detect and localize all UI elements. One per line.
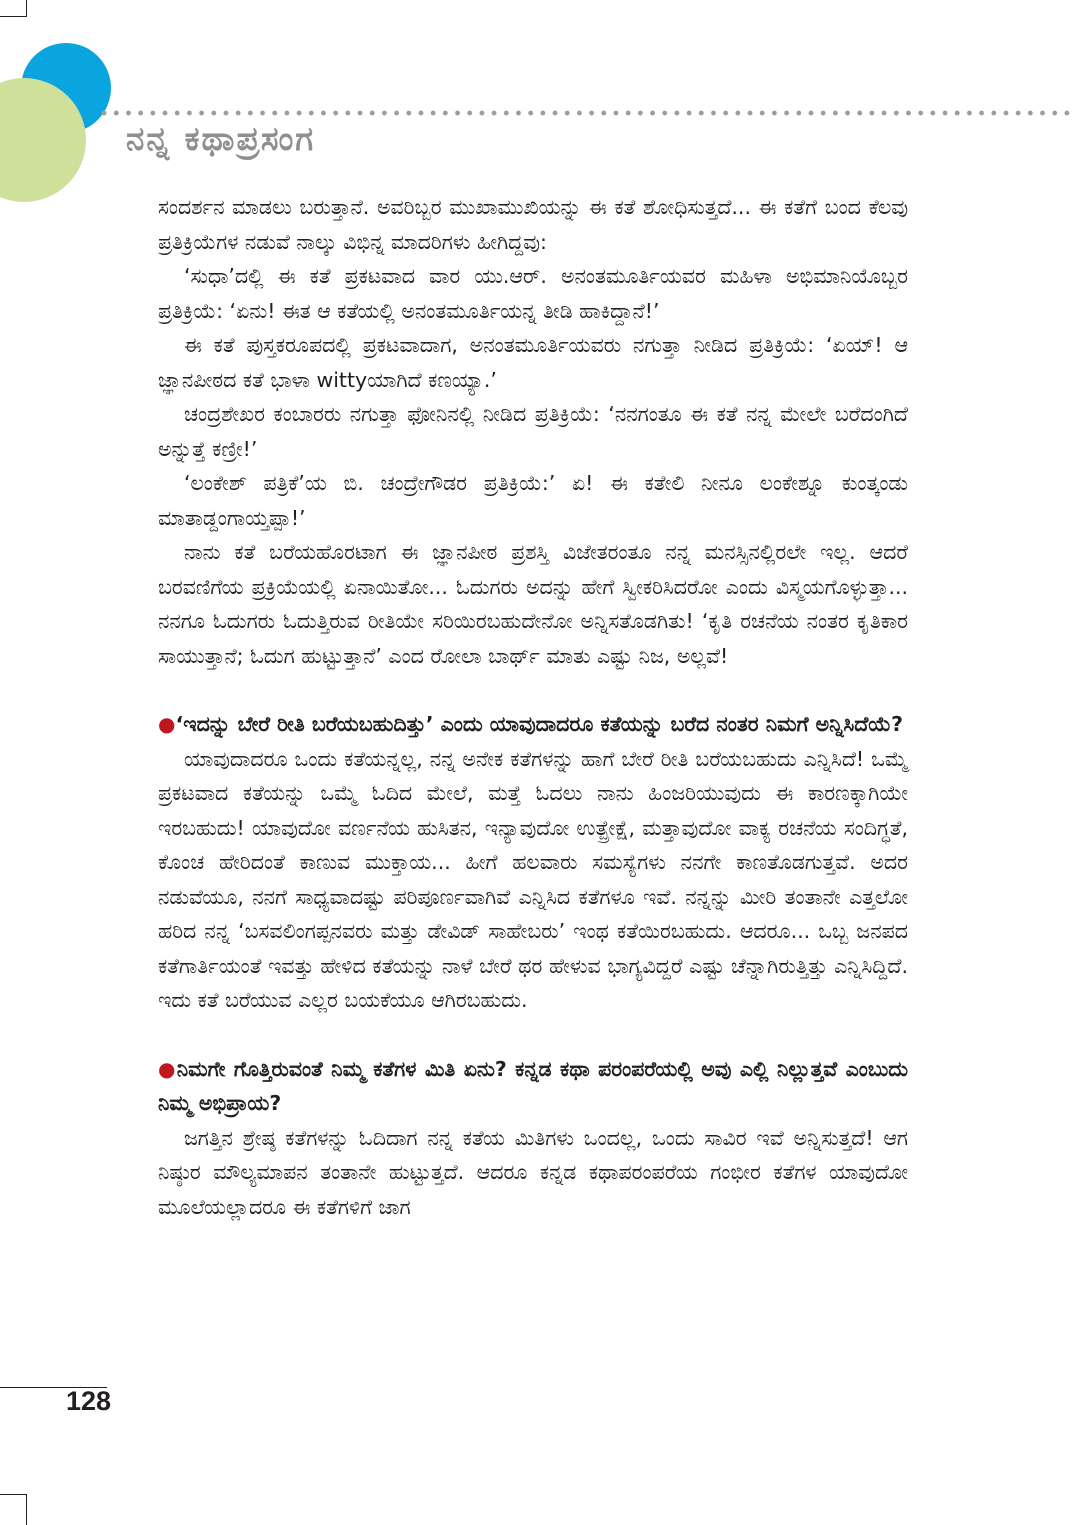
paragraph: ಈ ಕತೆ ಪುಸ್ತಕರೂಪದಲ್ಲಿ ಪ್ರಕಟವಾದಾಗ, ಅನಂತಮೂರ್ತಿಯವರು ನಗುತ್ತಾ ನೀಡಿದ ಪ್ರತಿಕ್ರಿಯೆ: ‘ಏಯ್! ಆ ಜ್ಞಾನಪೀಠದ ಕತೆ ಭಾಳಾ wittyಯಾಗಿದೆ ಕಣಯ್ಯಾ.’ bbox=[158, 333, 908, 392]
bullet-icon: ● bbox=[158, 1056, 177, 1081]
interview-question-1 bbox=[158, 707, 908, 742]
dotted-rule bbox=[98, 108, 1072, 118]
decorative-circles bbox=[0, 40, 120, 210]
crop-mark-bottom-horizontal bbox=[0, 1494, 27, 1495]
crop-mark-top-vertical bbox=[26, 0, 27, 16]
running-header: ನನ್ನ ಕಥಾಪ್ರಸಂಗ bbox=[126, 119, 316, 158]
crop-mark-bottom-vertical bbox=[26, 1494, 27, 1525]
body-text bbox=[158, 190, 908, 1224]
paragraph: ಚಂದ್ರಶೇಖರ ಕಂಬಾರರು ನಗುತ್ತಾ ಫೋನಿನಲ್ಲಿ ನೀಡಿದ ಪ್ರತಿಕ್ರಿಯೆ: ‘ನನಗಂತೂ ಈ ಕತೆ ನನ್ನ ಮೇಲೇ ಬರೆದಂಗಿದೆ ಅನ್ನುತ್ತೆ ಕಣ್ರೀ!’ bbox=[158, 402, 908, 461]
interview-question-2 bbox=[158, 1052, 908, 1121]
paragraph: ಸಂದರ್ಶನ ಮಾಡಲು ಬರುತ್ತಾನೆ. ಅವರಿಬ್ಬರ ಮುಖಾಮುಖಿಯನ್ನು ಈ ಕತೆ ಶೋಧಿಸುತ್ತದೆ... ಈ ಕತೆಗೆ ಬಂದ ಕೆಲವು ಪ್ರತಿಕ್ರಿಯೆಗಳ ನಡುವೆ ನಾಲ್ಕು ವಿಭಿನ್ನ ಮಾದರಿಗಳು ಹೀಗಿದ್ದವು: bbox=[158, 195, 908, 254]
paragraph: ‘ಲಂಕೇಶ್ ಪತ್ರಿಕೆ’ಯ ಬಿ. ಚಂದ್ರೇಗೌಡರ ಪ್ರತಿಕ್ರಿಯೆ:’ ಏ! ಈ ಕತೇಲಿ ನೀನೂ ಲಂಕೇಶ್ನೂ ಕುಂತ್ಕಂಡು ಮಾತಾಡ್ದಂಗಾಯ್ತಪ್ಪಾ!’ bbox=[158, 471, 908, 530]
page-number: 128 bbox=[66, 1386, 112, 1416]
answer-paragraph-2: ಜಗತ್ತಿನ ಶ್ರೇಷ್ಠ ಕತೆಗಳನ್ನು ಓದಿದಾಗ ನನ್ನ ಕತೆಯ ಮಿತಿಗಳು ಒಂದಲ್ಲ, ಒಂದು ಸಾವಿರ ಇವೆ ಅನ್ನಿಸುತ್ತದೆ! ಆಗ ನಿಷ್ಠುರ ಮೌಲ್ಯಮಾಪನ ತಂತಾನೇ ಹುಟ್ಟುತ್ತದೆ. ಆದರೂ ಕನ್ನಡ ಕಥಾಪರಂಪರೆಯ ಗಂಭೀರ ಕತೆಗಳ ಯಾವುದೋ ಮೂಲೆಯಲ್ಲಾದರೂ ಈ ಕತೆಗಳಿಗೆ ಜಾಗ bbox=[158, 1125, 908, 1219]
paragraph: ನಾನು ಕತೆ ಬರೆಯಹೊರಟಾಗ ಈ ಜ್ಞಾನಪೀಠ ಪ್ರಶಸ್ತಿ ವಿಜೇತರಂತೂ ನನ್ನ ಮನಸ್ಸಿನಲ್ಲಿರಲೇ ಇಲ್ಲ. ಆದರೆ ಬರವಣಿಗೆಯ ಪ್ರಕ್ರಿಯೆಯಲ್ಲಿ ಏನಾಯಿತೋ... ಓದುಗರು ಅದನ್ನು ಹೇಗೆ ಸ್ವೀಕರಿಸಿದರೋ ಎಂದು ವಿಸ್ಮಯಗೊಳ್ಳುತ್ತಾ... ನನಗೂ ಓದುಗರು ಓದುತ್ತಿರುವ ರೀತಿಯೇ ಸರಿಯಿರಬಹುದೇನೋ ಅನ್ನಿಸತೊಡಗಿತು! ‘ಕೃತಿ ರಚನೆಯ ನಂತರ ಕೃತಿಕಾರ ಸಾಯುತ್ತಾನೆ; ಓದುಗ ಹುಟ್ಟುತ್ತಾನೆ’ ಎಂದ ರೋಲಾ ಬಾರ್ಥ್ ಮಾತು ಎಷ್ಟು ನಿಜ, ಅಲ್ಲವೆ! bbox=[158, 540, 908, 668]
crop-mark-top-horizontal bbox=[0, 16, 27, 17]
question-text: ನಿಮಗೇ ಗೊತ್ತಿರುವಂತೆ ನಿಮ್ಮ ಕತೆಗಳ ಮಿತಿ ಏನು? ಕನ್ನಡ ಕಥಾ ಪರಂಪರೆಯಲ್ಲಿ ಅವು ಎಲ್ಲಿ ನಿಲ್ಲುತ್ತವೆ ಎಂಬುದು ನಿಮ್ಮ ಅಭಿಪ್ರಾಯ? bbox=[158, 1056, 908, 1115]
question-text: ‘ಇದನ್ನು ಬೇರೆ ರೀತಿ ಬರೆಯಬಹುದಿತ್ತು’ ಎಂದು ಯಾವುದಾದರೂ ಕತೆಯನ್ನು ಬರೆದ ನಂತರ ನಿಮಗೆ ಅನ್ನಿಸಿದೆಯೆ? bbox=[175, 712, 903, 736]
bullet-icon: ● bbox=[158, 712, 176, 736]
paragraph: ‘ಸುಧಾ’ದಲ್ಲಿ ಈ ಕತೆ ಪ್ರಕಟವಾದ ವಾರ ಯು.ಆರ್. ಅನಂತಮೂರ್ತಿಯವರ ಮಹಿಳಾ ಅಭಿಮಾನಿಯೊಬ್ಬರ ಪ್ರತಿಕ್ರಿಯೆ: ‘ಏನು! ಈತ ಆ ಕತೆಯಲ್ಲಿ ಅನಂತಮೂರ್ತಿಯನ್ನ ತೀಡಿ ಹಾಕಿದ್ದಾನೆ!’ bbox=[158, 264, 908, 323]
answer-paragraph-1: ಯಾವುದಾದರೂ ಒಂದು ಕತೆಯನ್ನಲ್ಲ, ನನ್ನ ಅನೇಕ ಕತೆಗಳನ್ನು ಹಾಗೆ ಬೇರೆ ರೀತಿ ಬರೆಯಬಹುದು ಎನ್ನಿಸಿದೆ! ಒಮ್ಮೆ ಪ್ರಕಟವಾದ ಕತೆಯನ್ನು ಒಮ್ಮೆ ಓದಿದ ಮೇಲೆ, ಮತ್ತೆ ಓದಲು ನಾನು ಹಿಂಜರಿಯುವುದು ಈ ಕಾರಣಕ್ಕಾಗಿಯೇ ಇರಬಹುದು! ಯಾವುದೋ ವರ್ಣನೆಯ ಹುಸಿತನ, ಇನ್ಯಾವುದೋ ಉತ್ಪ್ರೇಕ್ಷೆ, ಮತ್ತಾವುದೋ ವಾಕ್ಯ ರಚನೆಯ ಸಂದಿಗ್ಧತೆ, ಕೊಂಚ ಹೇರಿದಂತೆ ಕಾಣುವ ಮುಕ್ತಾಯ... ಹೀಗೆ ಹಲವಾರು ಸಮಸ್ಯೆಗಳು ನನಗೇ ಕಾಣತೊಡಗುತ್ತವೆ. ಅದರ ನಡುವೆಯೂ, ನನಗೆ ಸಾಧ್ಯವಾದಷ್ಟು ಪರಿಪೂರ್ಣವಾಗಿವೆ ಎನ್ನಿಸಿದ ಕತೆಗಳೂ ಇವೆ. ನನ್ನನ್ನು ಮೀರಿ ತಂತಾನೇ ಎತ್ತಲೋ ಹರಿದ ನನ್ನ ‘ಬಸವಲಿಂಗಪ್ಪನವರು ಮತ್ತು ಡೇವಿಡ್ ಸಾಹೇಬರು’ ಇಂಥ ಕತೆಯಿರಬಹುದು. ಆದರೂ... ಒಬ್ಬ ಜನಪದ ಕತೆಗಾರ್ತಿಯಂತೆ ಇವತ್ತು ಹೇಳಿದ ಕತೆಯನ್ನು ನಾಳೆ ಬೇರೆ ಥರ ಹೇಳುವ ಭಾಗ್ಯವಿದ್ದರೆ ಎಷ್ಟು ಚೆನ್ನಾಗಿರುತ್ತಿತ್ತು ಎನ್ನಿಸಿದ್ದಿದೆ. ಇದು ಕತೆ ಬರೆಯುವ ಎಲ್ಲರ ಬಯಕೆಯೂ ಆಗಿರಬಹುದು. bbox=[158, 746, 908, 1012]
